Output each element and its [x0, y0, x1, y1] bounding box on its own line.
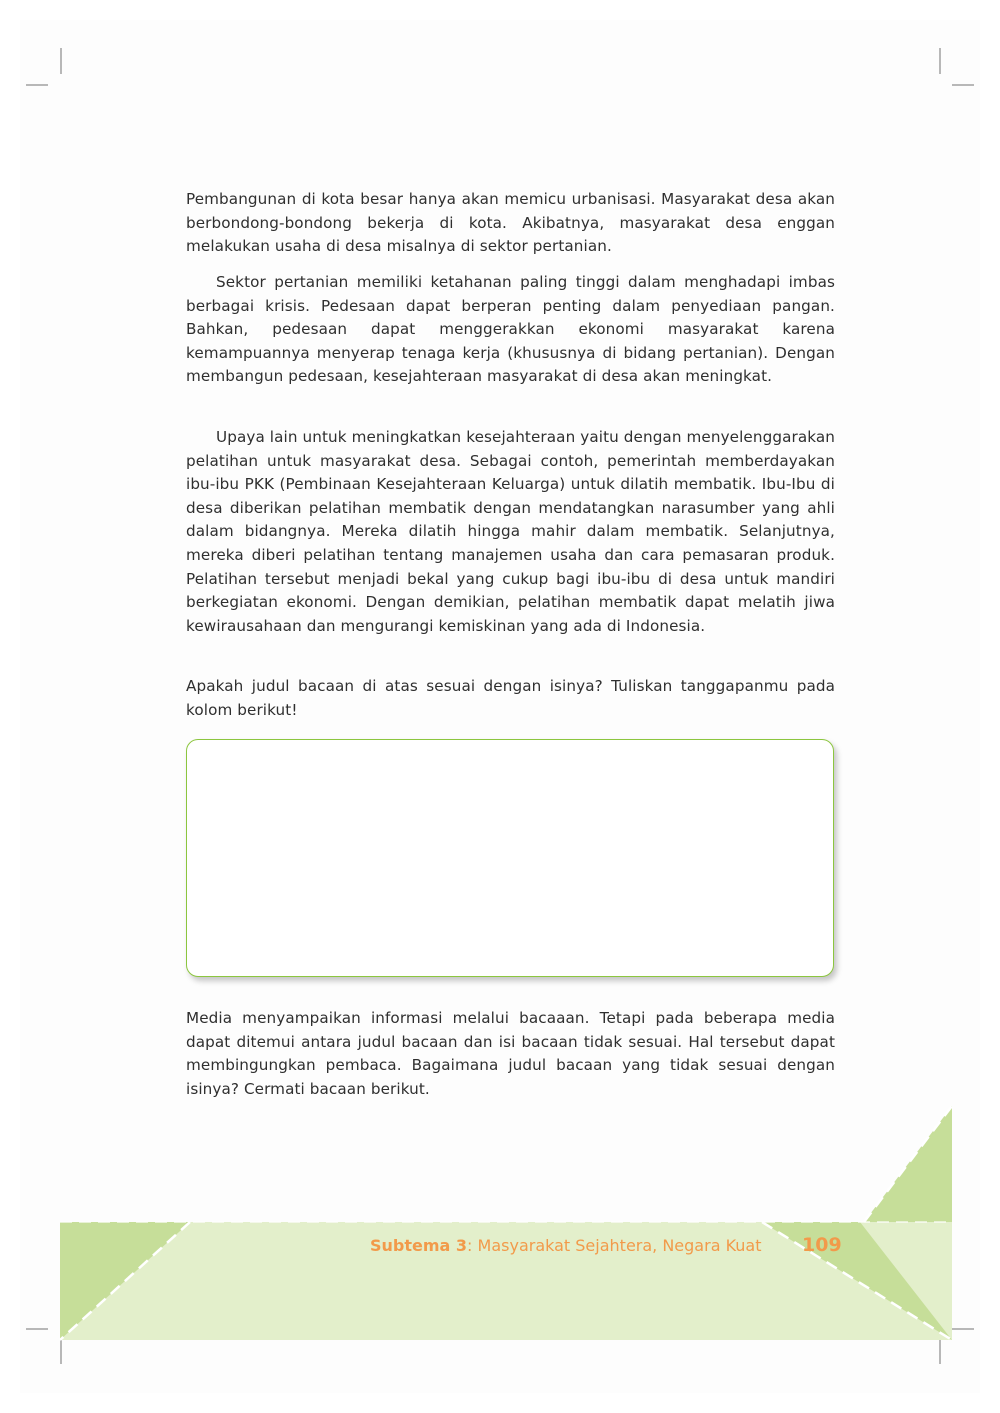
footer-subtema-label: Subtema 3 — [370, 1236, 468, 1255]
paragraph-4-text: Media menyampaikan informasi melalui bacaaan. Tetapi pada beberapa media dapat ditemui antara judul bacaan dan isi bacaan tidak sesuai. Hal tersebut dapat membingungkan pembaca. Bagaimana judul bacaan yang tidak sesuai dengan isinya? Cermati bacaan berikut. — [186, 1009, 835, 1098]
footer-subtema-title: : Masyarakat Sejahtera, Negara Kuat — [467, 1236, 762, 1255]
question-text: Apakah judul bacaan di atas sesuai dengan isinya? Tuliskan tanggapanmu pada kolom berikut! — [186, 677, 835, 719]
paragraph-2-text: Sektor pertanian memiliki ketahanan paling tinggi dalam menghadapi imbas berbagai krisis. Pedesaan dapat berperan penting dalam penyediaan pangan. Bahkan, pedesaan dapat menggerakkan ekonomi masyarakat karena kemampuannya menyerap tenaga kerja (khususnya di bidang pertanian). Dengan membangun pedesaan, kesejahteraan masyarakat di desa akan meningkat. — [186, 273, 835, 386]
paragraph-1-text: Pembangunan di kota besar hanya akan memicu urbanisasi. Masyarakat desa akan berbondong-bondong bekerja di kota. Akibatnya, masyarakat desa enggan melakukan usaha di desa misalnya di sektor pertanian. — [186, 190, 835, 256]
page-number: 109 — [802, 1234, 842, 1256]
footer-subtema — [370, 1236, 790, 1255]
paragraph-3-text: Upaya lain untuk meningkatkan kesejahteraan yaitu dengan menyelenggarakan pelatihan untuk masyarakat desa. Sebagai contoh, pemerintah memberdayakan ibu-ibu PKK (Pembinaan Kesejahteraan Keluarga) untuk dilatih membatik. Ibu-Ibu di desa diberikan pelatihan membatik dengan mendatangkan narasumber yang ahli dalam bidangnya. Mereka dilatih hingga mahir dalam membatik. Selanjutnya, mereka diberi pelatihan tentang manajemen usaha dan cara pemasaran produk. Pelatihan tersebut menjadi bekal yang cukup bagi ibu-ibu di desa untuk mandiri berkegiatan ekonomi. Dengan demikian, pelatihan membatik dapat melatih jiwa kewirausahaan dan mengurangi kemiskinan yang ada di Indonesia. — [186, 428, 835, 635]
